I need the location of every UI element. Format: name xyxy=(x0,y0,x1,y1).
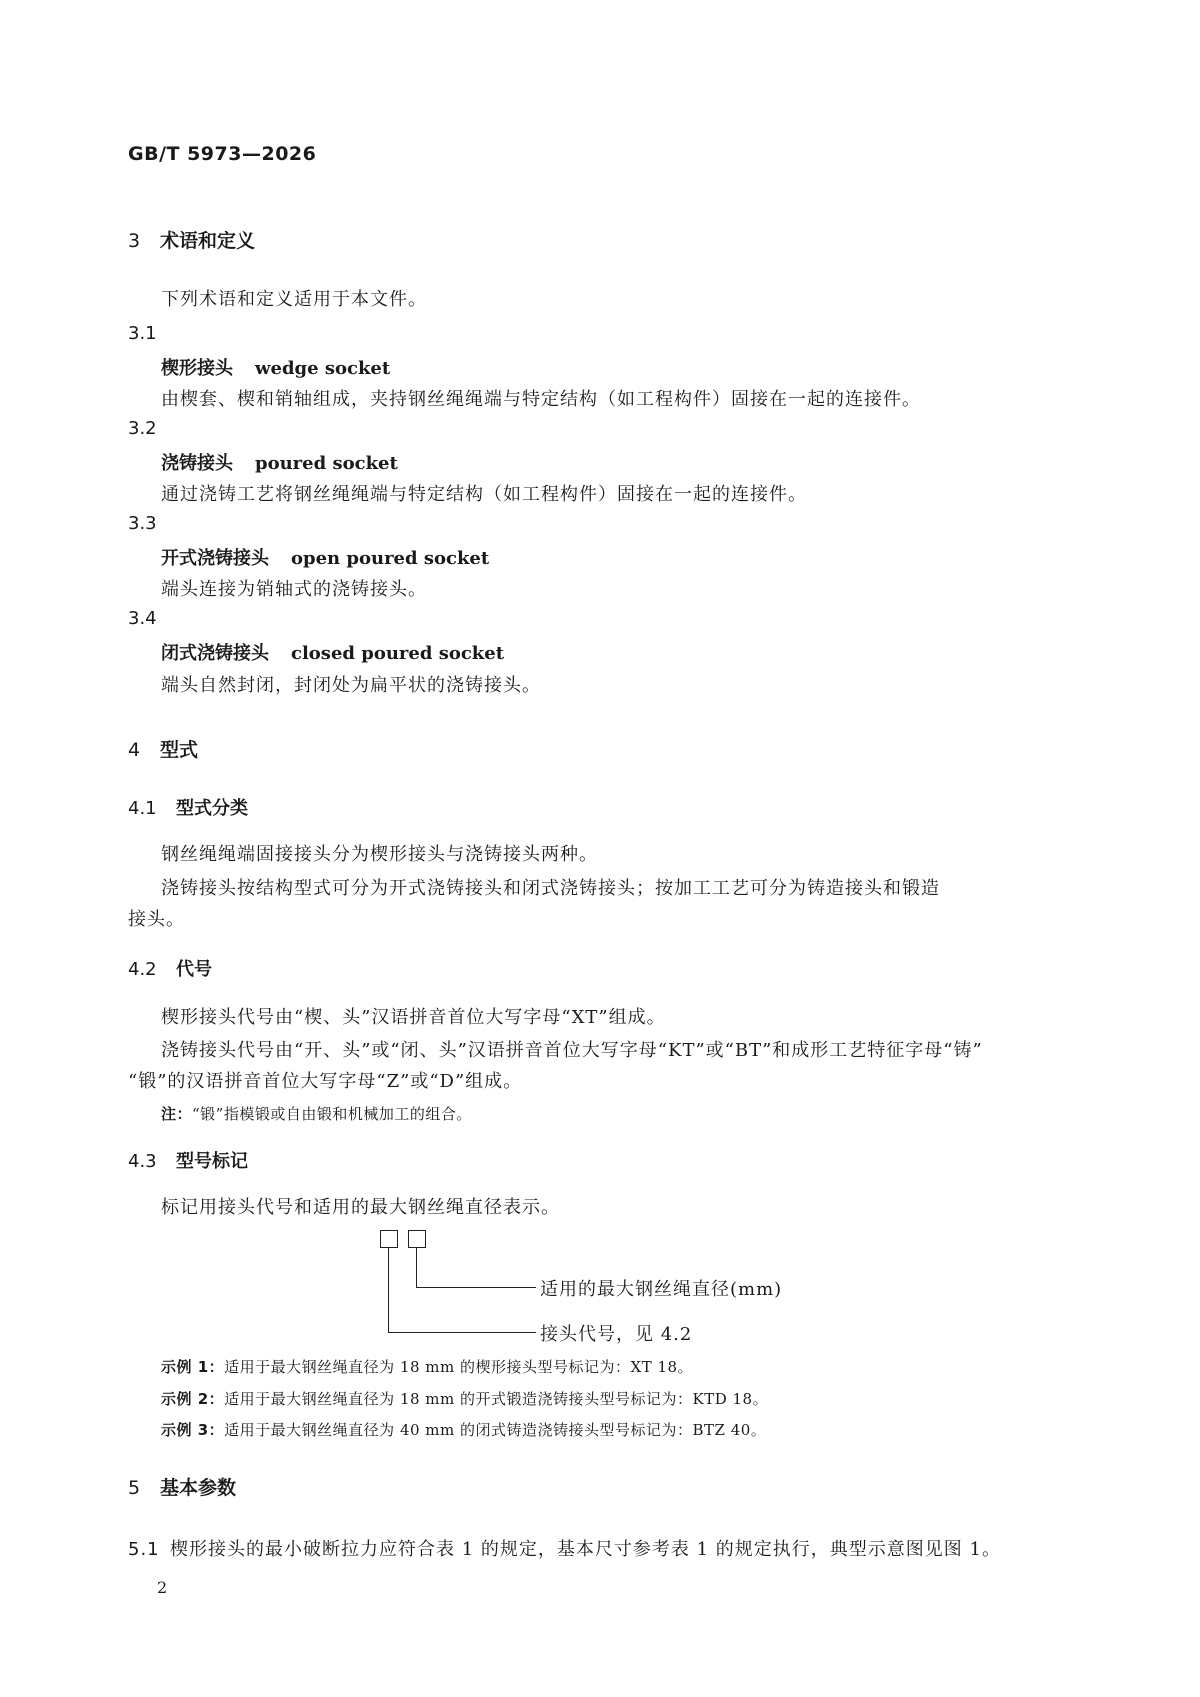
term-heading xyxy=(161,354,390,380)
clause-text: 楔形接头的最小破断拉力应符合表 1 的规定，基本尺寸参考表 1 的规定执行，典型示意图见图 1。 xyxy=(170,1539,1001,1560)
example-text: 适用于最大钢丝绳直径为 18 mm 的开式锻造浇铸接头型号标记为：KTD 18。 xyxy=(224,1390,769,1408)
leader-line xyxy=(416,1248,417,1288)
term-zh: 开式浇铸接头 xyxy=(161,548,269,569)
section-title: 术语和定义 xyxy=(160,230,256,252)
term-zh: 楔形接头 xyxy=(161,358,233,379)
note xyxy=(161,1103,472,1124)
term-heading xyxy=(161,544,489,570)
note-text: “锻”指模锻或自由锻和机械加工的组合。 xyxy=(192,1105,472,1123)
term-definition: 通过浇铸工艺将钢丝绳绳端与特定结构（如工程构件）固接在一起的连接件。 xyxy=(161,484,807,505)
example-label: 示例 1： xyxy=(161,1358,225,1376)
note-label: 注： xyxy=(161,1105,193,1123)
subsection-4-2-heading xyxy=(128,955,212,981)
term-zh: 闭式浇铸接头 xyxy=(161,643,269,664)
diameter-placeholder-box xyxy=(408,1230,426,1248)
term-en: open poured socket xyxy=(291,548,490,569)
code-placeholder-box xyxy=(380,1230,398,1248)
example-text: 适用于最大钢丝绳直径为 18 mm 的楔形接头型号标记为：XT 18。 xyxy=(224,1358,694,1376)
section-number: 4 xyxy=(128,739,141,761)
clause-number: 5.1 xyxy=(128,1539,160,1560)
term-en: poured socket xyxy=(255,453,398,474)
page-number: 2 xyxy=(157,1578,168,1597)
term-number: 3.1 xyxy=(128,323,157,344)
leader-line xyxy=(388,1332,536,1333)
term-en: closed poured socket xyxy=(291,643,505,664)
section-3-heading xyxy=(128,226,255,253)
leader-line xyxy=(416,1287,536,1288)
section-4-heading xyxy=(128,735,198,762)
diagram-label-diameter: 适用的最大钢丝绳直径(mm) xyxy=(540,1279,783,1300)
term-definition: 端头自然封闭，封闭处为扁平状的浇铸接头。 xyxy=(161,675,541,696)
term-number: 3.3 xyxy=(128,513,157,534)
example xyxy=(161,1419,766,1440)
section-5-heading xyxy=(128,1473,236,1500)
paragraph: 标记用接头代号和适用的最大钢丝绳直径表示。 xyxy=(161,1197,560,1218)
paragraph: 浇铸接头按结构型式可分为开式浇铸接头和闭式浇铸接头；按加工工艺可分为铸造接头和锻造 xyxy=(161,878,940,899)
term-definition: 由楔套、楔和销轴组成，夹持钢丝绳绳端与特定结构（如工程构件）固接在一起的连接件。 xyxy=(161,389,921,410)
section-number: 5 xyxy=(128,1477,141,1499)
subsection-4-3-heading xyxy=(128,1147,248,1173)
term-number: 3.2 xyxy=(128,418,157,439)
subsection-title: 代号 xyxy=(176,959,212,980)
example xyxy=(161,1356,693,1377)
subsection-number: 4.1 xyxy=(128,798,157,819)
term-zh: 浇铸接头 xyxy=(161,453,233,474)
subsection-4-1-heading xyxy=(128,794,248,820)
example-label: 示例 3： xyxy=(161,1421,225,1439)
section-title: 型式 xyxy=(160,739,199,761)
paragraph: 浇铸接头代号由“开、头”或“闭、头”汉语拼音首位大写字母“KT”或“BT”和成形工艺特征字母“铸” xyxy=(161,1040,983,1061)
paragraph: 楔形接头代号由“楔、头”汉语拼音首位大写字母“XT”组成。 xyxy=(161,1007,666,1028)
paragraph: 钢丝绳绳端固接接头分为楔形接头与浇铸接头两种。 xyxy=(161,844,598,865)
diagram-label-code: 接头代号，见 4.2 xyxy=(540,1324,693,1345)
example-label: 示例 2： xyxy=(161,1390,225,1408)
section-3-intro: 下列术语和定义适用于本文件。 xyxy=(161,289,427,310)
paragraph-continuation: “锻”的汉语拼音首位大写字母“Z”或“D”组成。 xyxy=(128,1071,523,1092)
section-number: 3 xyxy=(128,230,141,252)
paragraph-continuation: 接头。 xyxy=(128,909,185,930)
term-definition: 端头连接为销轴式的浇铸接头。 xyxy=(161,579,427,600)
term-number: 3.4 xyxy=(128,608,157,629)
leader-line xyxy=(388,1248,389,1333)
document-code: GB/T 5973—2026 xyxy=(128,143,317,165)
term-heading xyxy=(161,639,504,665)
example-text: 适用于最大钢丝绳直径为 40 mm 的闭式铸造浇铸接头型号标记为：BTZ 40。 xyxy=(224,1421,767,1439)
term-heading xyxy=(161,449,398,475)
clause-5-1 xyxy=(128,1535,1001,1561)
subsection-title: 型式分类 xyxy=(176,798,248,819)
section-title: 基本参数 xyxy=(160,1477,237,1499)
subsection-title: 型号标记 xyxy=(176,1151,248,1172)
subsection-number: 4.3 xyxy=(128,1151,157,1172)
term-en: wedge socket xyxy=(255,358,391,379)
subsection-number: 4.2 xyxy=(128,959,157,980)
example xyxy=(161,1388,768,1409)
